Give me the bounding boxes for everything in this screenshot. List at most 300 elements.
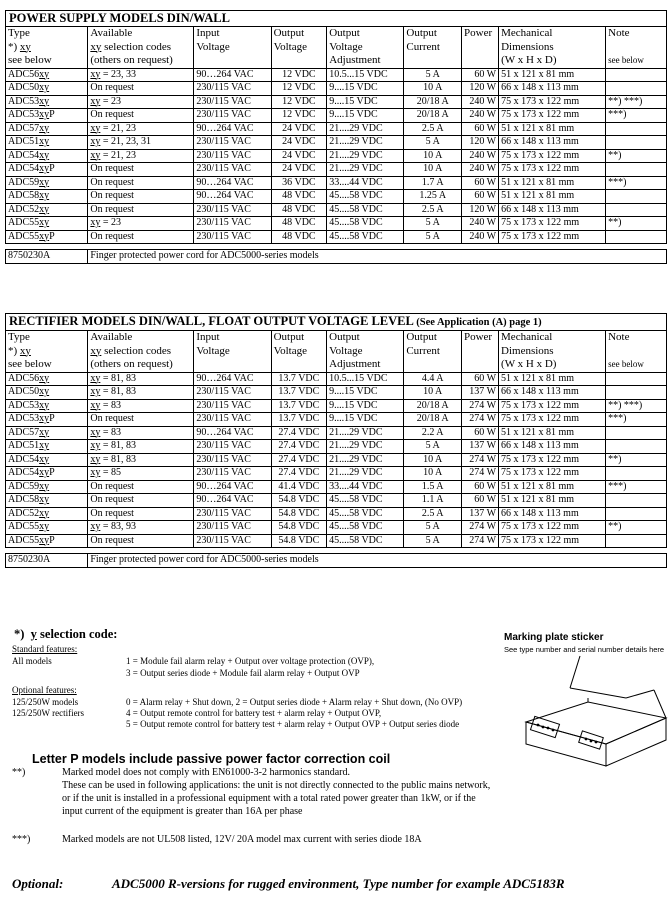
table-cell: On request: [88, 82, 194, 96]
table-cell: 75 x 173 x 122 mm: [499, 109, 606, 123]
table-cell: xy = 23: [88, 217, 194, 231]
table-cell: xy = 21, 23, 31: [88, 136, 194, 150]
table-cell: 21....29 VDC: [327, 163, 404, 177]
table-cell: 9....15 VDC: [327, 399, 404, 413]
table-cell: xy = 23, 33: [88, 68, 194, 82]
table-row: [6, 372, 667, 386]
table-cell: 90…264 VAC: [194, 190, 271, 204]
table-cell: ADC53xy: [6, 399, 88, 413]
table-cell: ADC57xy: [6, 122, 88, 136]
table-cell: 2.5 A: [404, 507, 462, 521]
standard-features-label: Standard features:: [12, 644, 78, 654]
table-cell: 51 x 121 x 81 mm: [499, 494, 606, 508]
table-cell: [606, 467, 667, 481]
table-cell: 36 VDC: [271, 176, 327, 190]
header-cell: Power: [461, 331, 498, 373]
optional-models-2: 125/250W rectifiers: [12, 708, 85, 718]
table-cell: 54.8 VDC: [271, 534, 327, 548]
table-cell: 66 x 148 x 113 mm: [499, 440, 606, 454]
table-cell: 2.5 A: [404, 203, 462, 217]
table-cell: 66 x 148 x 113 mm: [499, 203, 606, 217]
table-cell: On request: [88, 413, 194, 427]
table-cell: 274 W: [461, 413, 498, 427]
table-row: [6, 95, 667, 109]
table-row: [6, 190, 667, 204]
table-row: [6, 386, 667, 400]
header-cell: Input Voltage: [194, 27, 271, 69]
table-cell: 2.5 A: [404, 122, 462, 136]
table-cell: [606, 494, 667, 508]
header-cell: Mechanical Dimensions (W x H x D): [499, 331, 606, 373]
table-cell: 90…264 VAC: [194, 176, 271, 190]
table-cell: ***): [606, 413, 667, 427]
table-cell: 33....44 VDC: [327, 480, 404, 494]
table-cell: 66 x 148 x 113 mm: [499, 507, 606, 521]
table-row: [6, 82, 667, 96]
table-cell: 51 x 121 x 81 mm: [499, 372, 606, 386]
table-cell: ADC53xyP: [6, 413, 88, 427]
table-row: [6, 399, 667, 413]
table-cell: 5 A: [404, 521, 462, 535]
table-row: [6, 163, 667, 177]
table-title: POWER SUPPLY MODELS DIN/WALL: [6, 11, 667, 27]
header-cell: Power: [462, 27, 499, 69]
table-cell: 12 VDC: [271, 82, 327, 96]
table-cell: 60 W: [462, 176, 499, 190]
table-cell: 20/18 A: [404, 109, 462, 123]
table-cell: 20/18 A: [404, 399, 462, 413]
table-row: [6, 480, 667, 494]
table-cell: 274 W: [461, 467, 498, 481]
header-cell: Note see below: [606, 331, 667, 373]
table-cell: 90…264 VAC: [194, 426, 271, 440]
table-cell: [606, 163, 667, 177]
table-cell: 45....58 VDC: [327, 230, 404, 244]
table-cell: 45....58 VDC: [327, 521, 404, 535]
header-cell: Output Current: [404, 331, 462, 373]
table-cell: 230/115 VAC: [194, 413, 271, 427]
header-cell: Type *) xy see below: [6, 27, 88, 69]
table-cell: 1.25 A: [404, 190, 462, 204]
table-cell: 137 W: [461, 440, 498, 454]
table-cell: [606, 230, 667, 244]
table-cell: 48 VDC: [271, 217, 327, 231]
table-cell: 5 A: [404, 534, 462, 548]
table-cell: 51 x 121 x 81 mm: [499, 426, 606, 440]
table-cell: 240 W: [462, 109, 499, 123]
table-row: [6, 217, 667, 231]
header-cell: Input Voltage: [194, 331, 271, 373]
note-2-line-1: Marked model does not comply with EN61000-3-2 harmonics standard.: [62, 767, 350, 778]
table-cell: 27.4 VDC: [271, 453, 327, 467]
marking-plate-subtitle: See type number and serial number details here: [504, 645, 665, 654]
table-cell: ADC54xyP: [6, 163, 88, 177]
table-cell: **) ***): [606, 95, 667, 109]
device-drawing-icon: [520, 654, 670, 770]
table-cell: 66 x 148 x 113 mm: [499, 82, 606, 96]
table-cell: 45....58 VDC: [327, 203, 404, 217]
footer-code: 8750230A: [6, 250, 88, 264]
table-cell: [606, 426, 667, 440]
table-cell: 21....29 VDC: [327, 467, 404, 481]
table-cell: ADC56xy: [6, 372, 88, 386]
table-row: [6, 440, 667, 454]
table-cell: 240 W: [462, 149, 499, 163]
table-cell: 45....58 VDC: [327, 190, 404, 204]
table-cell: 21....29 VDC: [327, 122, 404, 136]
optional-text: ADC5000 R-versions for rugged environment, Type number for example ADC5183R: [112, 876, 565, 891]
table-cell: 5 A: [404, 440, 462, 454]
table-row: [6, 494, 667, 508]
optional-feature-5: 5 = Output remote control for battery test + alarm relay + Output OVP + Output series diode: [126, 719, 460, 729]
table-cell: ADC58xy: [6, 494, 88, 508]
table-row: [6, 176, 667, 190]
table-cell: 9....15 VDC: [327, 82, 404, 96]
table-cell: 51 x 121 x 81 mm: [499, 190, 606, 204]
table-cell: 60 W: [462, 122, 499, 136]
table-cell: xy = 23: [88, 95, 194, 109]
table-cell: 75 x 173 x 122 mm: [499, 534, 606, 548]
table-cell: 90…264 VAC: [194, 372, 271, 386]
note-2-line-2: These can be used in following applications: the unit is not directly connected to the public mains network,: [62, 780, 491, 791]
header-cell: Output Voltage Adjustment: [327, 331, 404, 373]
table-row: [6, 109, 667, 123]
table-title: RECTIFIER MODELS DIN/WALL, FLOAT OUTPUT VOLTAGE LEVEL (See Application (A) page 1): [6, 314, 667, 331]
table-cell: [606, 386, 667, 400]
table-cell: 48 VDC: [271, 230, 327, 244]
header-cell: Available xy selection codes (others on request): [88, 27, 194, 69]
note-3-marker: ***): [12, 834, 31, 845]
table-cell: xy = 81, 83: [88, 453, 194, 467]
table-cell: 230/115 VAC: [194, 82, 271, 96]
table-cell: 230/115 VAC: [194, 399, 271, 413]
table-cell: 10 A: [404, 467, 462, 481]
table-cell: 230/115 VAC: [194, 230, 271, 244]
table-cell: 75 x 173 x 122 mm: [499, 230, 606, 244]
table-cell: xy = 81, 83: [88, 372, 194, 386]
table-cell: 51 x 121 x 81 mm: [499, 122, 606, 136]
table-cell: 9....15 VDC: [327, 413, 404, 427]
table-cell: 10 A: [404, 82, 462, 96]
table-cell: 120 W: [462, 82, 499, 96]
table-cell: 24 VDC: [271, 163, 327, 177]
table-cell: 230/115 VAC: [194, 203, 271, 217]
table-cell: 10 A: [404, 386, 462, 400]
table-cell: 230/115 VAC: [194, 163, 271, 177]
table-cell: 9....15 VDC: [327, 109, 404, 123]
header-row: [6, 27, 667, 69]
table-cell: On request: [88, 494, 194, 508]
table-cell: ADC55xyP: [6, 534, 88, 548]
table-cell: ***): [606, 176, 667, 190]
optional-feature-4: 4 = Output remote control for battery test + alarm relay + Output OVP,: [126, 708, 382, 718]
table-cell: 45....58 VDC: [327, 494, 404, 508]
table-row: [6, 453, 667, 467]
header-cell: Note see below: [606, 27, 667, 69]
table-cell: ADC56xy: [6, 68, 88, 82]
table-cell: 20/18 A: [404, 95, 462, 109]
table-cell: 21....29 VDC: [327, 440, 404, 454]
table-cell: 90…264 VAC: [194, 68, 271, 82]
note-2-line-4: input current of the equipment is greater than 16A per phase: [62, 806, 303, 817]
table-cell: On request: [88, 534, 194, 548]
note-2-line-3: or if the unit is installed in a professional equipment with a total rated power greater than 1kW, or if the: [62, 793, 476, 804]
table-cell: 90…264 VAC: [194, 480, 271, 494]
table-cell: 21....29 VDC: [327, 426, 404, 440]
table-cell: 2.2 A: [404, 426, 462, 440]
table-cell: ADC55xy: [6, 217, 88, 231]
table-cell: [606, 68, 667, 82]
header-cell: Available xy selection codes (others on request): [88, 331, 194, 373]
selection-code-title: *) y selection code:: [14, 627, 118, 641]
table-cell: 230/115 VAC: [194, 507, 271, 521]
table-cell: ADC59xy: [6, 480, 88, 494]
table-cell: **) ***): [606, 399, 667, 413]
table-cell: 60 W: [461, 426, 498, 440]
table-cell: [606, 136, 667, 150]
table-cell: [606, 82, 667, 96]
table-cell: xy = 21, 23: [88, 122, 194, 136]
table-cell: On request: [88, 109, 194, 123]
table-cell: 13.7 VDC: [271, 413, 327, 427]
table-cell: On request: [88, 176, 194, 190]
table-cell: xy = 21, 23: [88, 149, 194, 163]
table-row: [6, 426, 667, 440]
table-cell: 274 W: [461, 534, 498, 548]
table-cell: 75 x 173 x 122 mm: [499, 149, 606, 163]
table-cell: 274 W: [461, 399, 498, 413]
table-row: [6, 534, 667, 548]
table-cell: [606, 203, 667, 217]
table-row: [6, 149, 667, 163]
table-cell: On request: [88, 480, 194, 494]
table-cell: On request: [88, 230, 194, 244]
table-row: [6, 136, 667, 150]
table-cell: 5 A: [404, 230, 462, 244]
table-cell: 274 W: [461, 453, 498, 467]
table-cell: 75 x 173 x 122 mm: [499, 217, 606, 231]
table-cell: 1.7 A: [404, 176, 462, 190]
table-cell: 10 A: [404, 149, 462, 163]
table-cell: 75 x 173 x 122 mm: [499, 467, 606, 481]
table-cell: 230/115 VAC: [194, 440, 271, 454]
table-cell: ADC54xy: [6, 149, 88, 163]
table-cell: ADC53xyP: [6, 109, 88, 123]
table-cell: 240 W: [462, 217, 499, 231]
table-cell: 51 x 121 x 81 mm: [499, 68, 606, 82]
header-cell: Type *) xy see below: [6, 331, 88, 373]
table-cell: ADC54xy: [6, 453, 88, 467]
table-cell: 20/18 A: [404, 413, 462, 427]
table-cell: ***): [606, 480, 667, 494]
table-row: [6, 507, 667, 521]
table-cell: 21....29 VDC: [327, 453, 404, 467]
table-cell: 12 VDC: [271, 95, 327, 109]
table-cell: 45....58 VDC: [327, 534, 404, 548]
table-cell: xy = 81, 83: [88, 440, 194, 454]
table-cell: xy = 81, 83: [88, 386, 194, 400]
table-cell: 48 VDC: [271, 190, 327, 204]
table-cell: [606, 534, 667, 548]
table-cell: 75 x 173 x 122 mm: [499, 521, 606, 535]
table-cell: 75 x 173 x 122 mm: [499, 399, 606, 413]
optional-feature-0: 0 = Alarm relay + Shut down, 2 = Output series diode + Alarm relay + Shut down, (No OVP): [126, 697, 463, 707]
optional-features-label: Optional features:: [12, 685, 77, 695]
table-cell: 24 VDC: [271, 149, 327, 163]
table-cell: 230/115 VAC: [194, 109, 271, 123]
optional-models-1: 125/250W models: [12, 697, 79, 707]
table-cell: ADC50xy: [6, 82, 88, 96]
table-cell: 75 x 173 x 122 mm: [499, 413, 606, 427]
footer-row: [6, 250, 667, 264]
table-cell: 90…264 VAC: [194, 494, 271, 508]
table-row: [6, 203, 667, 217]
table-cell: On request: [88, 507, 194, 521]
table-row: [6, 68, 667, 82]
table-cell: [606, 372, 667, 386]
header-cell: Output Voltage: [271, 331, 327, 373]
header-cell: Mechanical Dimensions (W x H x D): [499, 27, 606, 69]
table-cell: 230/115 VAC: [194, 217, 271, 231]
table-cell: 9....15 VDC: [327, 386, 404, 400]
table-cell: 27.4 VDC: [271, 467, 327, 481]
note-2-marker: **): [12, 767, 26, 778]
table-cell: On request: [88, 190, 194, 204]
table-cell: 4.4 A: [404, 372, 462, 386]
table-cell: **): [606, 521, 667, 535]
rectifier-table: [5, 313, 667, 568]
standard-feature-3: 3 = Output series diode + Module fail alarm relay + Output OVP: [126, 668, 360, 678]
table-cell: 240 W: [462, 163, 499, 177]
standard-feature-1: 1 = Module fail alarm relay + Output over voltage protection (OVP),: [126, 656, 375, 666]
table-cell: 120 W: [462, 203, 499, 217]
table-cell: **): [606, 149, 667, 163]
table-cell: 41.4 VDC: [271, 480, 327, 494]
table-cell: 230/115 VAC: [194, 136, 271, 150]
table-cell: ADC52xy: [6, 203, 88, 217]
table-cell: 230/115 VAC: [194, 386, 271, 400]
table-cell: xy = 83: [88, 399, 194, 413]
table-cell: 12 VDC: [271, 68, 327, 82]
table-cell: 60 W: [461, 494, 498, 508]
table-cell: 12 VDC: [271, 109, 327, 123]
footer-code: 8750230A: [6, 554, 88, 568]
table-cell: [606, 190, 667, 204]
table-row: [6, 230, 667, 244]
table-cell: **): [606, 453, 667, 467]
table-cell: 10.5...15 VDC: [327, 68, 404, 82]
table-cell: 27.4 VDC: [271, 440, 327, 454]
table-cell: 9....15 VDC: [327, 95, 404, 109]
table-cell: 1.5 A: [404, 480, 462, 494]
table-cell: 51 x 121 x 81 mm: [499, 176, 606, 190]
table-cell: 5 A: [404, 68, 462, 82]
header-cell: Output Voltage Adjustment: [327, 27, 404, 69]
table-cell: ADC55xyP: [6, 230, 88, 244]
table-cell: ADC52xy: [6, 507, 88, 521]
table-cell: 33....44 VDC: [327, 176, 404, 190]
power-supply-table: [5, 10, 667, 264]
table-cell: 230/115 VAC: [194, 149, 271, 163]
footer-row: [6, 554, 667, 568]
table-cell: 48 VDC: [271, 203, 327, 217]
table-row: [6, 521, 667, 535]
table-cell: ADC53xy: [6, 95, 88, 109]
table-cell: 66 x 148 x 113 mm: [499, 136, 606, 150]
table-cell: 10 A: [404, 163, 462, 177]
table-cell: 240 W: [462, 95, 499, 109]
table-cell: 66 x 148 x 113 mm: [499, 386, 606, 400]
table-cell: 60 W: [461, 480, 498, 494]
table-cell: 75 x 173 x 122 mm: [499, 453, 606, 467]
header-cell: Output Current: [404, 27, 462, 69]
table-cell: 21....29 VDC: [327, 136, 404, 150]
table-cell: 21....29 VDC: [327, 149, 404, 163]
table-cell: 10 A: [404, 453, 462, 467]
all-models-label: All models: [12, 656, 52, 666]
table-cell: On request: [88, 203, 194, 217]
table-cell: 60 W: [462, 68, 499, 82]
table-cell: 60 W: [462, 190, 499, 204]
table-row: [6, 413, 667, 427]
table-cell: ADC51xy: [6, 440, 88, 454]
table-cell: ADC51xy: [6, 136, 88, 150]
table-cell: 230/115 VAC: [194, 467, 271, 481]
table-cell: 54.8 VDC: [271, 507, 327, 521]
note-3-line-1: Marked models are not UL508 listed, 12V/ 20A model max current with series diode 18A: [62, 834, 422, 845]
table-cell: 5 A: [404, 217, 462, 231]
table-cell: 54.8 VDC: [271, 521, 327, 535]
table-cell: **): [606, 217, 667, 231]
table-cell: 13.7 VDC: [271, 399, 327, 413]
table-cell: xy = 83: [88, 426, 194, 440]
table-cell: ADC54xyP: [6, 467, 88, 481]
table-cell: 13.7 VDC: [271, 372, 327, 386]
table-cell: 27.4 VDC: [271, 426, 327, 440]
table-cell: 137 W: [461, 507, 498, 521]
table-cell: 137 W: [461, 386, 498, 400]
table-cell: ADC58xy: [6, 190, 88, 204]
table-cell: 54.8 VDC: [271, 494, 327, 508]
table-cell: [606, 507, 667, 521]
table-cell: 10.5...15 VDC: [327, 372, 404, 386]
table-cell: ***): [606, 109, 667, 123]
table-cell: ADC55xy: [6, 521, 88, 535]
table-cell: 230/115 VAC: [194, 521, 271, 535]
table-cell: xy = 85: [88, 467, 194, 481]
footer-text: Finger protected power cord for ADC5000-series models: [88, 250, 667, 264]
table-cell: On request: [88, 163, 194, 177]
table-cell: 24 VDC: [271, 136, 327, 150]
table-cell: 13.7 VDC: [271, 386, 327, 400]
table-cell: 90…264 VAC: [194, 122, 271, 136]
table-cell: 45....58 VDC: [327, 507, 404, 521]
table-cell: 60 W: [461, 372, 498, 386]
table-row: [6, 467, 667, 481]
table-cell: [606, 440, 667, 454]
table-cell: 5 A: [404, 136, 462, 150]
table-cell: 51 x 121 x 81 mm: [499, 480, 606, 494]
footer-text: Finger protected power cord for ADC5000-series models: [88, 554, 667, 568]
table-cell: 45....58 VDC: [327, 217, 404, 231]
table-cell: xy = 83, 93: [88, 521, 194, 535]
table-cell: 1.1 A: [404, 494, 462, 508]
optional-label: Optional:: [12, 876, 64, 891]
marking-plate-title: Marking plate sticker: [504, 632, 604, 643]
table-cell: ADC59xy: [6, 176, 88, 190]
table-cell: ADC57xy: [6, 426, 88, 440]
table-row: [6, 122, 667, 136]
